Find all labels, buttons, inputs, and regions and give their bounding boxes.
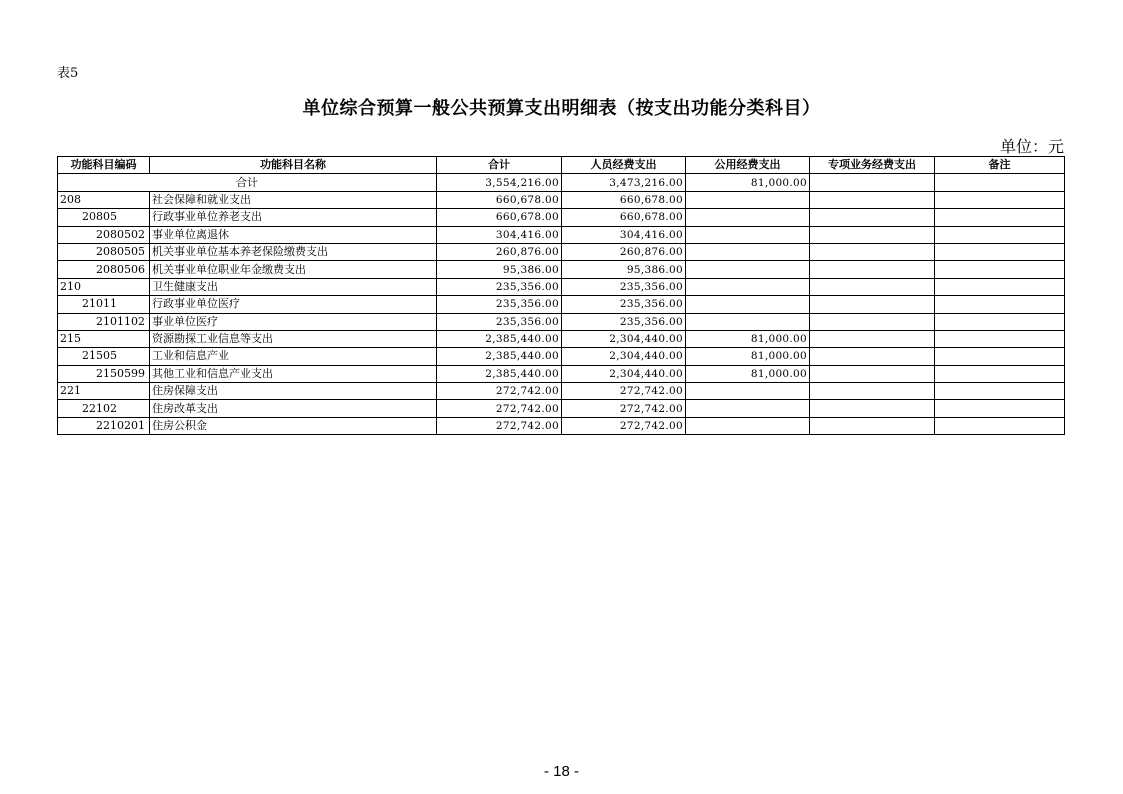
table-row [58, 278, 1065, 295]
cell-total: 260,876.00 [437, 243, 562, 260]
cell-code: 21011 [58, 296, 150, 313]
cell-code: 210 [58, 278, 150, 295]
cell-personnel: 235,356.00 [562, 278, 686, 295]
cell-name: 行政事业单位医疗 [150, 296, 437, 313]
cell-code: 2101102 [58, 313, 150, 330]
cell-total: 235,356.00 [437, 313, 562, 330]
table-row [58, 261, 1065, 278]
cell-remark [935, 400, 1065, 417]
page-number: - 18 - [543, 763, 579, 780]
cell-name: 住房公积金 [150, 417, 437, 434]
cell-personnel: 2,304,440.00 [562, 348, 686, 365]
cell-name: 机关事业单位职业年金缴费支出 [150, 261, 437, 278]
table-row [58, 400, 1065, 417]
cell-special [810, 383, 935, 400]
budget-table [57, 156, 1065, 435]
cell-total: 2,385,440.00 [437, 348, 562, 365]
cell-special [810, 313, 935, 330]
cell-personnel: 272,742.00 [562, 383, 686, 400]
cell-special [810, 330, 935, 347]
cell-special [810, 243, 935, 260]
cell-personnel: 272,742.00 [562, 400, 686, 417]
cell-personnel: 235,356.00 [562, 296, 686, 313]
cell-total: 272,742.00 [437, 400, 562, 417]
cell-total: 2,385,440.00 [437, 330, 562, 347]
column-header-special: 专项业务经费支出 [810, 157, 935, 174]
cell-public [686, 400, 810, 417]
cell-public: 81,000.00 [686, 365, 810, 382]
cell-special [810, 400, 935, 417]
cell-name: 其他工业和信息产业支出 [150, 365, 437, 382]
cell-special [810, 191, 935, 208]
cell-name: 机关事业单位基本养老保险缴费支出 [150, 243, 437, 260]
cell-remark [935, 209, 1065, 226]
cell-remark [935, 296, 1065, 313]
cell-public [686, 417, 810, 434]
document-title: 单位综合预算一般公共预算支出明细表（按支出功能分类科目） [302, 98, 821, 119]
cell-remark [935, 365, 1065, 382]
column-header-public: 公用经费支出 [686, 157, 810, 174]
cell-remark [935, 417, 1065, 434]
cell-public [686, 209, 810, 226]
cell-code: 2210201 [58, 417, 150, 434]
cell-special [810, 296, 935, 313]
table-row [58, 209, 1065, 226]
cell-special [810, 417, 935, 434]
table-row [58, 191, 1065, 208]
cell-personnel: 260,876.00 [562, 243, 686, 260]
total-row [58, 174, 1065, 191]
cell-name: 社会保障和就业支出 [150, 191, 437, 208]
cell-public [686, 313, 810, 330]
cell-total: 304,416.00 [437, 226, 562, 243]
table-row [58, 296, 1065, 313]
cell-code: 2080505 [58, 243, 150, 260]
cell-personnel: 660,678.00 [562, 191, 686, 208]
table-row [58, 383, 1065, 400]
cell-remark [935, 243, 1065, 260]
cell-remark [935, 191, 1065, 208]
cell-code: 221 [58, 383, 150, 400]
column-header-total: 合计 [437, 157, 562, 174]
column-header-remark: 备注 [935, 157, 1065, 174]
table-row [58, 243, 1065, 260]
cell-personnel: 660,678.00 [562, 209, 686, 226]
cell-total: 272,742.00 [437, 383, 562, 400]
total-special [810, 174, 935, 191]
cell-public [686, 296, 810, 313]
cell-name: 住房保障支出 [150, 383, 437, 400]
cell-special [810, 209, 935, 226]
total-personnel: 3,473,216.00 [562, 174, 686, 191]
cell-code: 21505 [58, 348, 150, 365]
cell-public [686, 243, 810, 260]
cell-public: 81,000.00 [686, 348, 810, 365]
cell-total: 235,356.00 [437, 296, 562, 313]
cell-name: 卫生健康支出 [150, 278, 437, 295]
cell-total: 660,678.00 [437, 209, 562, 226]
cell-remark [935, 226, 1065, 243]
cell-public [686, 261, 810, 278]
header-row [58, 157, 1065, 174]
column-header-code: 功能科目编码 [58, 157, 150, 174]
cell-total: 235,356.00 [437, 278, 562, 295]
unit-label: 单位：元 [999, 137, 1064, 156]
cell-public [686, 383, 810, 400]
table-row [58, 417, 1065, 434]
cell-total: 2,385,440.00 [437, 365, 562, 382]
cell-name: 事业单位医疗 [150, 313, 437, 330]
cell-personnel: 272,742.00 [562, 417, 686, 434]
cell-total: 272,742.00 [437, 417, 562, 434]
cell-code: 2080502 [58, 226, 150, 243]
cell-special [810, 348, 935, 365]
total-public: 81,000.00 [686, 174, 810, 191]
cell-remark [935, 261, 1065, 278]
cell-special [810, 278, 935, 295]
cell-remark [935, 348, 1065, 365]
cell-total: 660,678.00 [437, 191, 562, 208]
cell-code: 215 [58, 330, 150, 347]
cell-code: 22102 [58, 400, 150, 417]
column-header-personnel: 人员经费支出 [562, 157, 686, 174]
column-header-name: 功能科目名称 [150, 157, 437, 174]
cell-public [686, 278, 810, 295]
cell-code: 2150599 [58, 365, 150, 382]
cell-name: 行政事业单位养老支出 [150, 209, 437, 226]
table-row [58, 330, 1065, 347]
cell-special [810, 226, 935, 243]
cell-personnel: 235,356.00 [562, 313, 686, 330]
table-row [58, 365, 1065, 382]
cell-special [810, 365, 935, 382]
cell-name: 事业单位离退休 [150, 226, 437, 243]
cell-total: 95,386.00 [437, 261, 562, 278]
cell-code: 208 [58, 191, 150, 208]
cell-name: 住房改革支出 [150, 400, 437, 417]
cell-code: 2080506 [58, 261, 150, 278]
cell-public: 81,000.00 [686, 330, 810, 347]
total-remark [935, 174, 1065, 191]
cell-remark [935, 383, 1065, 400]
cell-personnel: 2,304,440.00 [562, 365, 686, 382]
table-row [58, 313, 1065, 330]
cell-remark [935, 330, 1065, 347]
table-row [58, 348, 1065, 365]
cell-public [686, 226, 810, 243]
cell-special [810, 261, 935, 278]
cell-remark [935, 278, 1065, 295]
cell-personnel: 95,386.00 [562, 261, 686, 278]
cell-code: 20805 [58, 209, 150, 226]
total-amount: 3,554,216.00 [437, 174, 562, 191]
table-label: 表5 [57, 66, 79, 81]
total-label: 合计 [58, 174, 437, 191]
cell-personnel: 304,416.00 [562, 226, 686, 243]
cell-public [686, 191, 810, 208]
cell-name: 工业和信息产业 [150, 348, 437, 365]
table-row [58, 226, 1065, 243]
cell-remark [935, 313, 1065, 330]
cell-personnel: 2,304,440.00 [562, 330, 686, 347]
cell-name: 资源勘探工业信息等支出 [150, 330, 437, 347]
